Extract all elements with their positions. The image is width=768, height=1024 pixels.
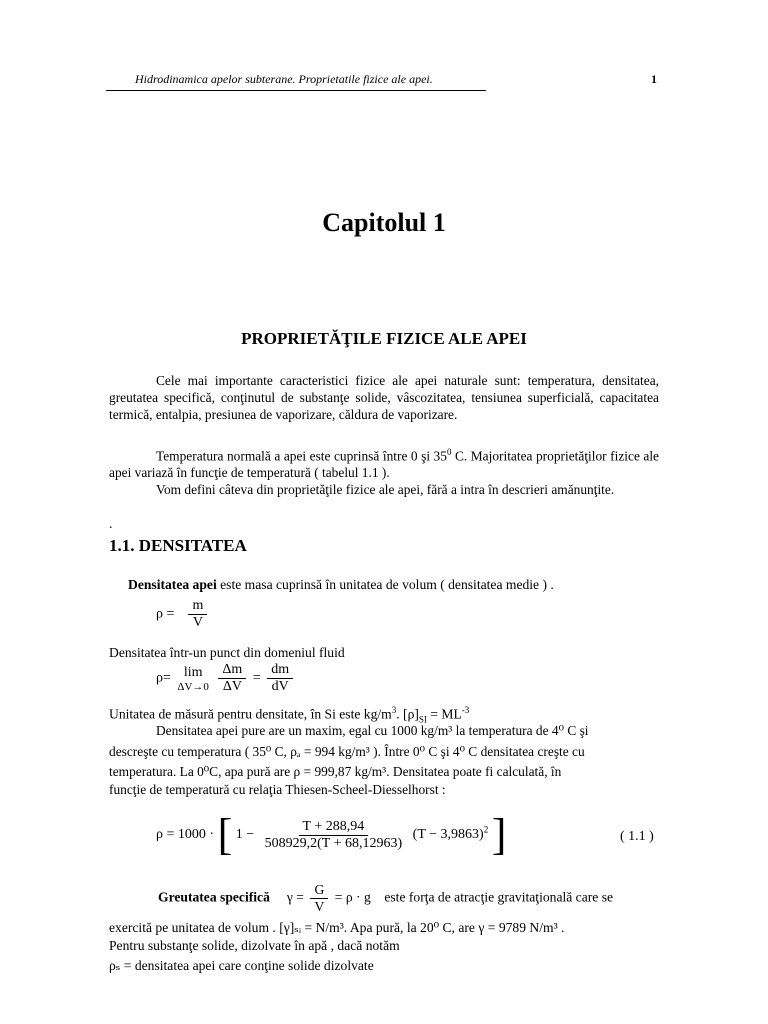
density-unit-line: Unitatea de măsură pentru densitate, în Si este $kg/m^3$. $[\rho]_{SI} = ML^{-3}$ <box>109 705 470 725</box>
solids-line-2: ρₛ = densitatea apei care conţine solide dizolvate <box>109 958 374 973</box>
pure-water-line-2: descreşte cu temperatura ( 35⁰ C, ρₐ = 994 kg/m³ ). Între 0⁰ C şi 4⁰ C densitatea creşte cu <box>109 744 585 759</box>
solids-line-1: Pentru substanţe solide, dizolvate în apă , dacă notăm <box>109 938 400 953</box>
pure-water-line-3: temperatura. La 0⁰C, apa pură are ρ = 999,87 kg/m³. Densitatea poate fi calculată, în <box>109 764 562 779</box>
density-equation-limit: ρ= lim ΔV→0 $\frac{\Delta m}{\Delta V}$ = $\frac{dm}{dV}$ <box>156 662 296 695</box>
pure-water-line-4: funcţie de temperatură cu relaţia Thiesen-Scheel-Diesselhorst : <box>109 782 446 797</box>
specific-weight-line: Greutatea specifică γ = $\frac{G}{V}$ = ρ · g este forţa de atracţie gravitaţională care se <box>158 882 614 914</box>
chapter-title: Capitolul 1 <box>322 208 446 237</box>
page-number: 1 <box>651 72 657 86</box>
running-header: Hidrodinamica apelor subterane. Proprietatile fizice ale apei. <box>135 72 433 86</box>
subsection-title: 1.1. DENSITATEA <box>109 536 247 555</box>
density-definition: Densitatea apei este masa cuprinsă în unitatea de volum ( densitatea medie ) . <box>128 577 554 592</box>
intro-paragraph-3: Vom defini câteva din proprietăţile fizice ale apei, fără a intra în descrieri amănunţite. <box>156 482 615 497</box>
intro-paragraph-1: Cele mai importante caracteristici fizice ale apei naturale sunt: temperatura, densitatea, greutatea specifică, conţinutul de substanţe solide, vâscozitatea, tensiunea superficială, capacitatea termică, entalpia, presiunea de vaporizare, căldura de vaporizare. <box>109 373 659 422</box>
density-equation-mean: ρ = $\frac{m}{V}$ <box>156 598 218 631</box>
section-title: PROPRIETĂŢILE FIZICE ALE APEI <box>241 329 527 348</box>
point-density-text: Densitatea într-un punct din domeniul fluid <box>109 645 345 660</box>
equation-label: ( 1.1 ) <box>620 829 654 844</box>
specific-weight-line-2: exercită pe unitatea de volum . [γ]ₛᵢ = N/m³. Apa pură, la 20⁰ C, are γ = 9789 N/m³ . <box>109 920 565 935</box>
intro-paragraph-2: Temperatura normală a apei este cuprinsă între 0 şi $35^0$ C. Majoritatea proprietăţilor fizice ale apei variază în funcţie de temperatură ( tabelul 1.1 ). <box>109 447 660 481</box>
tsd-equation: ρ = 1000 · [ 1 − $\frac{T + 288,94}{508929,2(T + 68,12963)}$ $(T - 3,9863)^2$ ] <box>156 810 507 859</box>
header-rule <box>106 90 486 91</box>
stray-dot: . <box>109 516 113 531</box>
pure-water-line-1: Densitatea apei pure are un maxim, egal cu 1000 kg/m³ la temperatura de 4⁰ C şi <box>156 723 589 738</box>
